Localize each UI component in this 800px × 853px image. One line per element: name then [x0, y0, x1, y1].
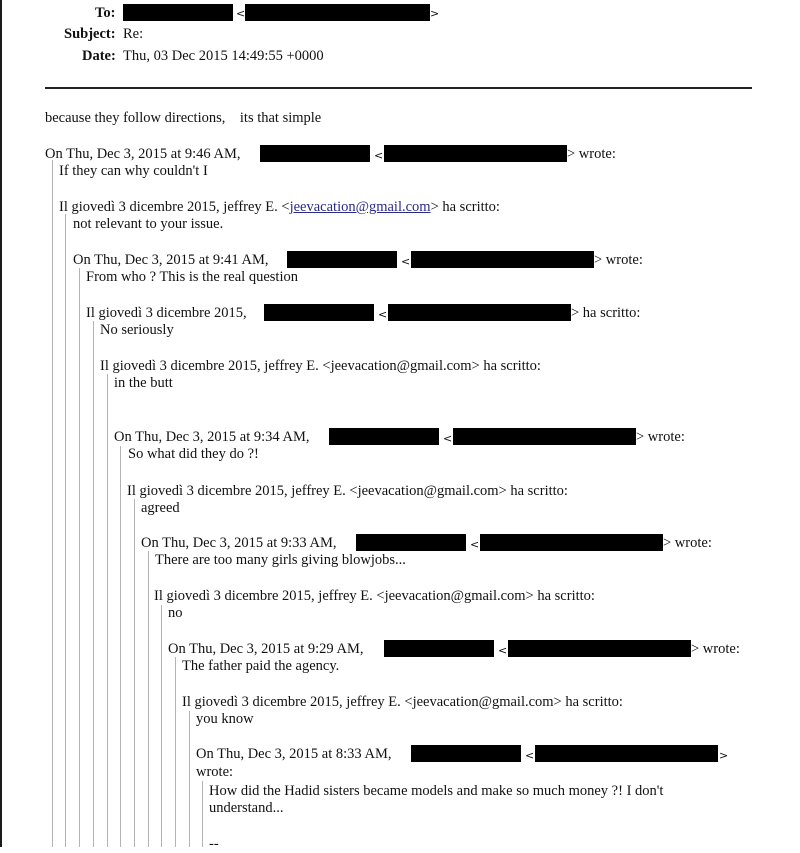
page-border	[0, 0, 2, 847]
redaction	[245, 4, 430, 21]
quote-attribution: On Thu, Dec 3, 2015 at 8:33 AM,	[196, 746, 392, 762]
quote-attribution-suffix: > wrote:	[567, 146, 616, 162]
quote-message: From who ? This is the real question	[86, 269, 298, 285]
quote-attribution-suffix: > wrote:	[663, 535, 712, 551]
quote-bar	[175, 657, 176, 847]
quote-attribution: On Thu, Dec 3, 2015 at 9:29 AM,	[168, 641, 364, 657]
quote-message: not relevant to your issue.	[73, 216, 224, 232]
header-divider	[45, 87, 752, 89]
subject-label: Subject:	[64, 26, 116, 42]
redaction	[411, 745, 521, 762]
redaction	[260, 145, 370, 162]
angle-close: >	[719, 749, 729, 762]
quote-message: agreed	[141, 500, 180, 516]
redaction	[384, 640, 494, 657]
signature-separator: --	[209, 836, 219, 852]
quote-attribution: On Thu, Dec 3, 2015 at 9:34 AM,	[114, 429, 310, 445]
quote-attribution: Il giovedì 3 dicembre 2015, jeffrey E. <jeevacation@gmail.com> ha scritto:	[59, 199, 500, 215]
quote-attribution-suffix: > wrote:	[636, 429, 685, 445]
angle-open: <	[374, 149, 384, 162]
redaction	[264, 304, 374, 321]
quote-bar	[93, 321, 94, 847]
quote-attribution: On Thu, Dec 3, 2015 at 9:41 AM,	[73, 252, 269, 268]
quote-message: you know	[196, 711, 254, 727]
quote-bar	[202, 781, 203, 847]
redaction	[356, 534, 466, 551]
angle-open: <	[236, 7, 246, 20]
redaction	[123, 4, 233, 21]
quote-bar	[134, 499, 135, 847]
quote-bar	[189, 711, 190, 847]
quote-message: no	[168, 605, 183, 621]
redaction	[329, 428, 439, 445]
quote-attribution-suffix: > wrote:	[594, 252, 643, 268]
quote-bar	[52, 160, 53, 847]
subject-value: Re:	[123, 26, 144, 42]
quote-attribution: Il giovedì 3 dicembre 2015, jeffrey E. <jeevacation@gmail.com> ha scritto:	[127, 483, 568, 499]
quote-message: There are too many girls giving blowjobs...	[155, 552, 406, 568]
redaction	[384, 145, 567, 162]
quote-message: The father paid the agency.	[182, 658, 340, 674]
to-label: To:	[95, 5, 116, 21]
angle-open: <	[525, 749, 535, 762]
quote-attribution: Il giovedì 3 dicembre 2015, jeffrey E. <jeevacation@gmail.com> ha scritto:	[100, 358, 541, 374]
quote-message: in the butt	[114, 375, 173, 391]
quote-bar	[79, 268, 80, 847]
quote-message: How did the Hadid sisters became models and make so much money ?! I don't	[209, 783, 664, 799]
quote-attribution: Il giovedì 3 dicembre 2015,	[86, 305, 247, 321]
quote-attribution: Il giovedì 3 dicembre 2015, jeffrey E. <jeevacation@gmail.com> ha scritto:	[154, 588, 595, 604]
angle-open: <	[378, 308, 388, 321]
quote-attribution: Il giovedì 3 dicembre 2015, jeffrey E. <jeevacation@gmail.com> ha scritto:	[182, 694, 623, 710]
quote-message: If they can why couldn't I	[59, 163, 208, 179]
angle-open: <	[443, 432, 453, 445]
quote-attribution: On Thu, Dec 3, 2015 at 9:33 AM,	[141, 535, 337, 551]
quote-message: understand...	[209, 800, 284, 816]
angle-close: >	[430, 7, 440, 20]
reply-text: because they follow directions, its that simple	[45, 110, 322, 126]
angle-open: <	[470, 538, 480, 551]
quote-bar	[148, 551, 149, 847]
quote-message: No seriously	[100, 322, 174, 338]
quote-attribution-suffix: > ha scritto:	[571, 305, 641, 321]
quote-bar	[65, 214, 66, 847]
redaction	[388, 304, 571, 321]
redaction	[535, 745, 718, 762]
redaction	[287, 251, 397, 268]
email-link[interactable]: jeevacation@gmail.com	[289, 199, 431, 215]
quote-attribution-suffix: > wrote:	[691, 641, 740, 657]
angle-open: <	[401, 255, 411, 268]
quote-bar	[120, 446, 121, 847]
date-label: Date:	[82, 48, 116, 64]
angle-open: <	[498, 644, 508, 657]
redaction	[411, 251, 594, 268]
redaction	[480, 534, 663, 551]
redaction	[508, 640, 691, 657]
quote-message: So what did they do ?!	[128, 446, 259, 462]
quote-wrote: wrote:	[196, 764, 234, 780]
redaction	[453, 428, 636, 445]
quote-bar	[107, 374, 108, 847]
quote-attribution: On Thu, Dec 3, 2015 at 9:46 AM,	[45, 146, 241, 162]
date-value: Thu, 03 Dec 2015 14:49:55 +0000	[123, 48, 324, 64]
quote-bar	[161, 605, 162, 847]
